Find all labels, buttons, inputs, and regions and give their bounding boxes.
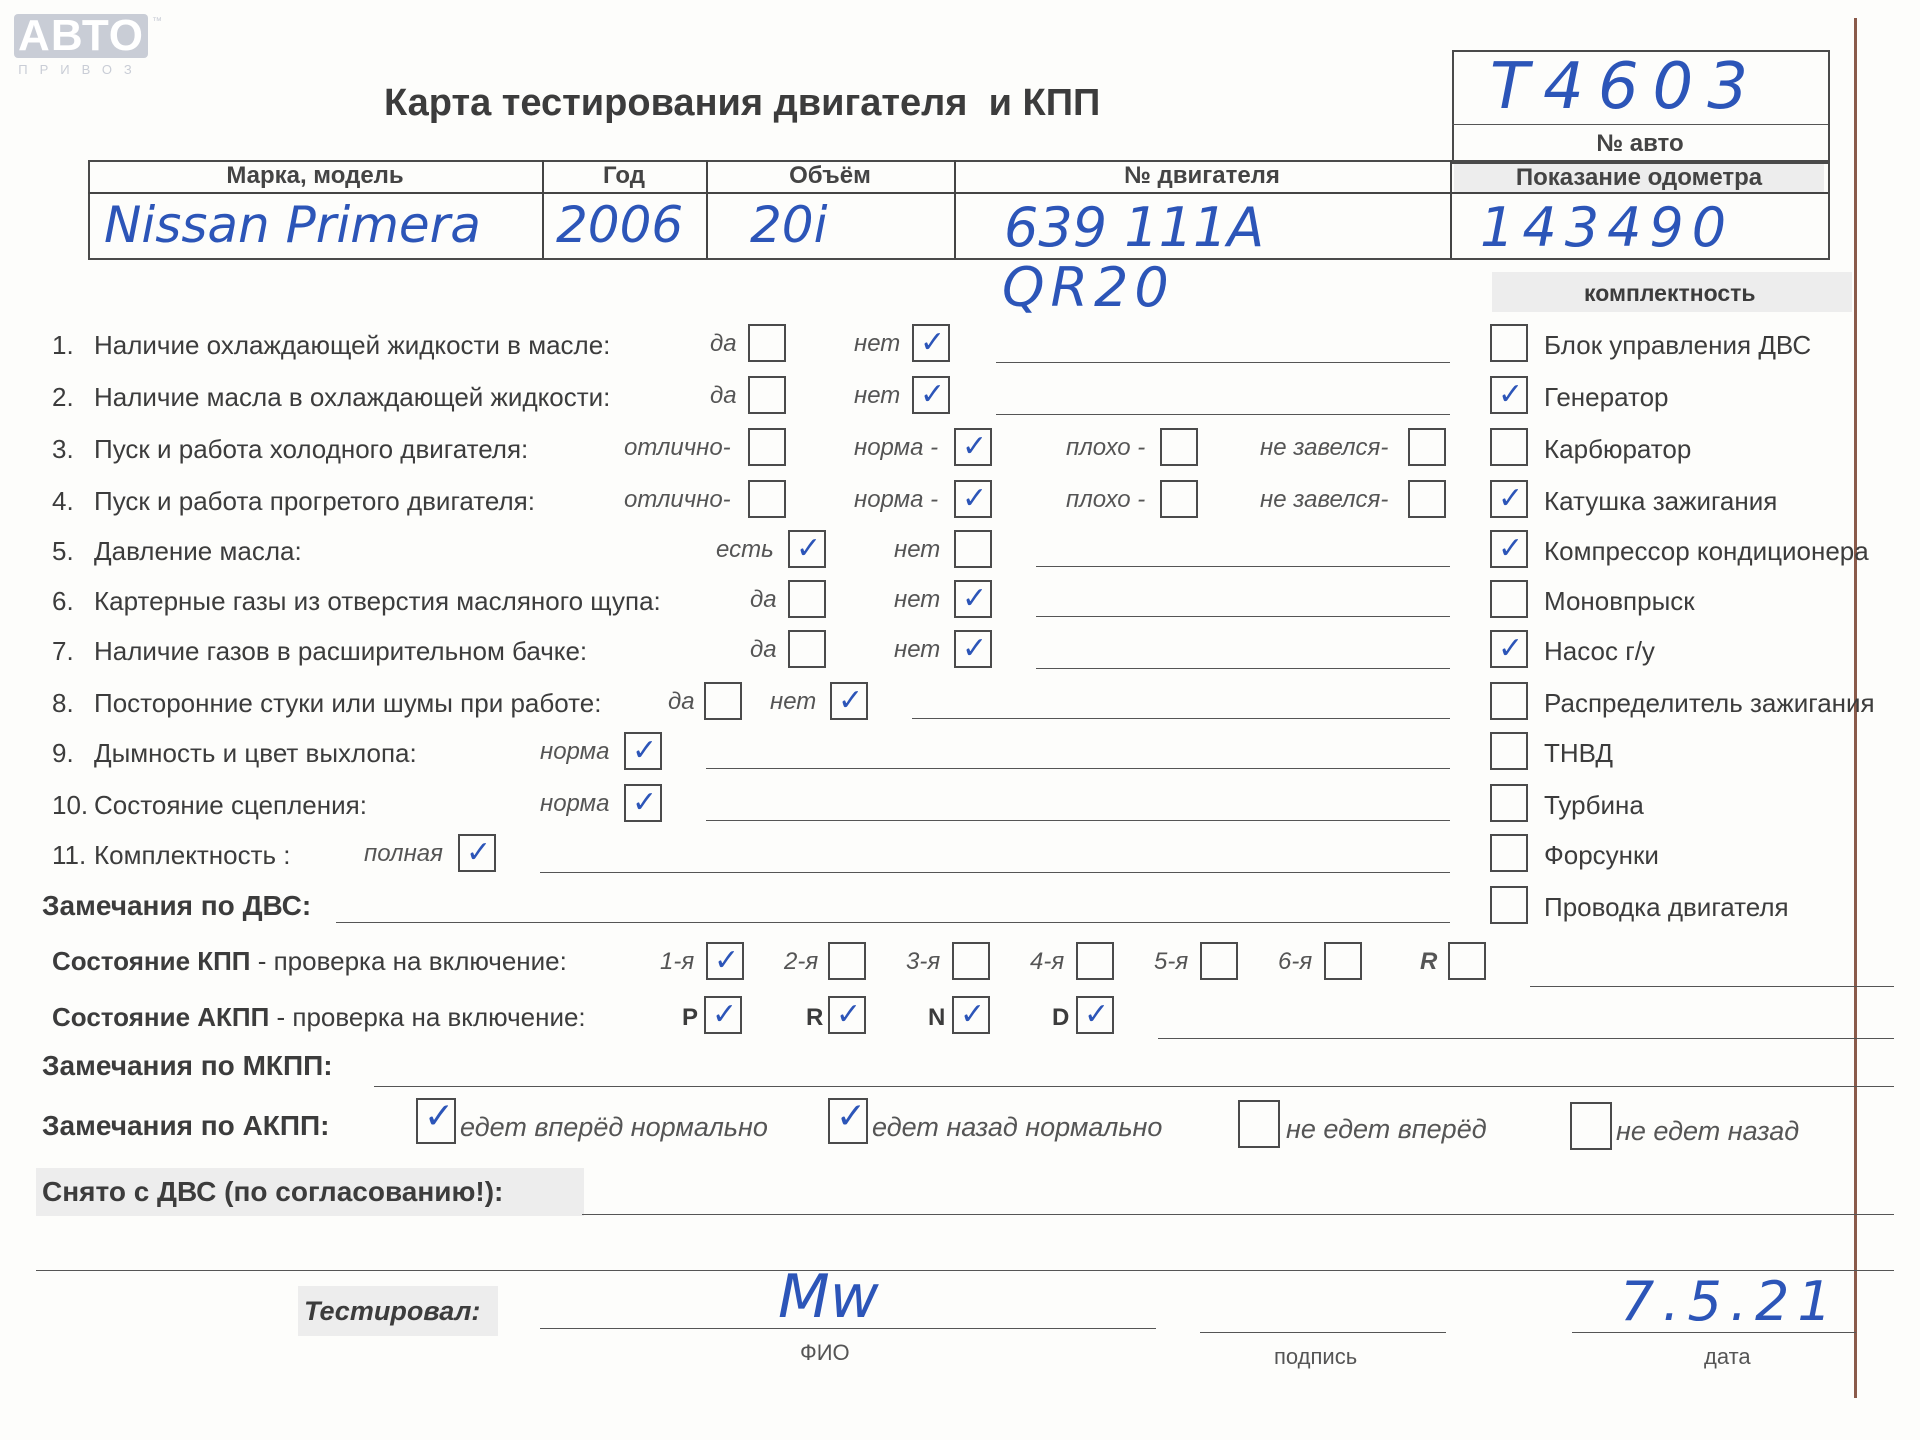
check-6-opt-yes: да [750, 586, 777, 613]
check-7-yes-checkbox[interactable] [788, 630, 826, 668]
check-11-text: Комплектность : [94, 840, 291, 870]
logo-trademark: ™ [152, 16, 162, 27]
gear-5-label: 5-я [1154, 948, 1189, 975]
check-3-bad-checkbox[interactable] [1160, 428, 1198, 466]
removed-line-2[interactable] [36, 1270, 1894, 1271]
check-3-opt-nostart: не завелся- [1260, 434, 1389, 461]
check-8-yes-checkbox[interactable] [704, 682, 742, 720]
kit-6-label: Моновпрыск [1544, 586, 1695, 616]
gear-r-checkbox[interactable] [1448, 942, 1486, 980]
kit-1-checkbox[interactable] [1490, 324, 1528, 362]
check-5-text: Давление масла: [94, 536, 302, 566]
kit-8-label: Распределитель зажигания [1544, 688, 1875, 718]
check-9-normal-checkbox[interactable] [624, 732, 662, 770]
kit-12-label: Проводка двигателя [1544, 892, 1789, 922]
auto-gearbox-title-rest: - проверка на включение: [269, 1002, 586, 1032]
remarks-auto-label: Замечания по АКПП: [42, 1110, 330, 1141]
kit-10-label: Турбина [1544, 790, 1644, 820]
odometer-value[interactable]: 143490 [1480, 196, 1735, 259]
gearbox-title [52, 946, 567, 977]
remarks-engine-line[interactable] [336, 922, 1450, 923]
kit-5-checkbox[interactable] [1490, 530, 1528, 568]
check-10-num: 10. [52, 790, 89, 820]
check-mark: ✓ [632, 733, 658, 768]
remarks-engine-label: Замечания по ДВС: [42, 890, 312, 921]
kit-5-label: Компрессор кондиционера [1544, 536, 1869, 566]
engine-code-value[interactable]: QR20 [1002, 256, 1175, 319]
check-10-normal-checkbox[interactable] [624, 784, 662, 822]
auto-gearbox-line [1158, 1038, 1894, 1039]
auto-forward-ok-checkbox[interactable] [416, 1098, 456, 1144]
check-6-text: Картерные газы из отверстия масляного щупа: [94, 586, 661, 616]
auto-no-backward-checkbox[interactable] [1570, 1102, 1612, 1150]
kit-4-label: Катушка зажигания [1544, 486, 1778, 516]
check-4-opt-bad: плохо - [1066, 486, 1146, 513]
check-9-line [706, 768, 1450, 769]
check-11-line [540, 872, 1450, 873]
page-title: Карта тестирования двигателя и КПП [384, 82, 1101, 124]
check-2-opt-no: нет [854, 382, 901, 409]
auto-gearbox-title-bold: Состояние АКПП [52, 1002, 270, 1032]
auto-no-forward-checkbox[interactable] [1238, 1100, 1280, 1148]
check-mark: ✓ [1498, 481, 1524, 516]
gearbox-title-bold: Состояние КПП [52, 946, 251, 976]
kit-title: комплектность [1584, 280, 1756, 306]
auto-no-forward-label: не едет вперёд [1286, 1114, 1487, 1144]
check-9-text: Дымность и цвет выхлопа: [94, 738, 417, 768]
check-8-opt-no: нет [770, 688, 817, 715]
check-1-yes-checkbox[interactable] [748, 324, 786, 362]
removed-label: Снято с ДВС (по согласованию!): [42, 1176, 504, 1207]
check-mark: ✓ [838, 683, 864, 718]
check-2-num: 2. [52, 382, 74, 412]
car-number-divider [1452, 124, 1828, 125]
check-6-line [1036, 616, 1450, 617]
gearbox-line [1530, 986, 1894, 987]
check-3-excellent-checkbox[interactable] [748, 428, 786, 466]
check-mark: ✓ [424, 1096, 455, 1137]
check-8-num: 8. [52, 688, 74, 718]
check-3-opt-normal: норма - [854, 434, 939, 461]
gear-4-label: 4-я [1030, 948, 1065, 975]
odometer-header: Показание одометра [1515, 164, 1763, 191]
kit-8-checkbox[interactable] [1490, 682, 1528, 720]
date-value[interactable]: 7.5.21 [1620, 1270, 1840, 1333]
check-7-text: Наличие газов в расширительном бачке: [94, 636, 588, 666]
check-5-opt-yes: есть [716, 536, 774, 563]
tested-label: Тестировал: [304, 1296, 481, 1326]
logo-sub: ПРИВОЗ [18, 62, 144, 77]
check-3-opt-bad: плохо - [1066, 434, 1146, 461]
fio-label: ФИО [800, 1340, 850, 1365]
check-3-opt-excellent: отлично- [624, 434, 731, 461]
auto-n-checkbox[interactable] [952, 996, 990, 1034]
gear-3-label: 3-я [906, 948, 941, 975]
check-8-text: Посторонние стуки или шумы при работе: [94, 688, 602, 718]
check-mark: ✓ [632, 785, 658, 820]
check-9-num: 9. [52, 738, 74, 768]
check-1-opt-yes: да [710, 330, 737, 357]
check-8-line [912, 718, 1450, 719]
header-table-divider [88, 192, 1828, 194]
auto-r-label: R [806, 1004, 824, 1031]
check-11-opt-full: полная [364, 840, 443, 867]
auto-backward-ok-checkbox[interactable] [828, 1098, 868, 1144]
engine-number-header: № двигателя [1124, 162, 1280, 189]
check-5-no-checkbox[interactable] [954, 530, 992, 568]
check-4-excellent-checkbox[interactable] [748, 480, 786, 518]
check-mark: ✓ [466, 835, 492, 870]
check-7-opt-yes: да [750, 636, 777, 663]
kit-1-label: Блок управления ДВС [1544, 330, 1812, 360]
check-mark: ✓ [920, 325, 946, 360]
kit-9-label: ТНВД [1544, 738, 1614, 768]
check-1-text: Наличие охлаждающей жидкости в масле: [94, 330, 611, 360]
check-4-nostart-checkbox[interactable] [1408, 480, 1446, 518]
check-8-opt-yes: да [668, 688, 695, 715]
auto-no-backward-label: не едет назад [1616, 1116, 1800, 1146]
kit-11-label: Форсунки [1544, 840, 1659, 870]
kit-2-checkbox[interactable] [1490, 376, 1528, 414]
auto-gearbox-title [52, 1002, 586, 1033]
check-mark: ✓ [962, 631, 988, 666]
check-mark: ✓ [1084, 997, 1110, 1032]
check-7-opt-no: нет [894, 636, 941, 663]
year-header: Год [603, 162, 645, 189]
check-mark: ✓ [1498, 631, 1524, 666]
volume-value[interactable]: 20i [750, 196, 828, 254]
check-mark: ✓ [712, 997, 738, 1032]
check-5-opt-no: нет [894, 536, 941, 563]
check-mark: ✓ [962, 581, 988, 616]
date-label: дата [1704, 1344, 1751, 1369]
check-7-num: 7. [52, 636, 74, 666]
check-mark: ✓ [962, 429, 988, 464]
gearbox-title-rest: - проверка на включение: [250, 946, 567, 976]
auto-p-checkbox[interactable] [704, 996, 742, 1034]
check-2-text: Наличие масла в охлаждающей жидкости: [94, 382, 611, 412]
check-5-num: 5. [52, 536, 74, 566]
check-2-line [996, 414, 1450, 415]
check-2-no-checkbox[interactable] [912, 376, 950, 414]
check-6-yes-checkbox[interactable] [788, 580, 826, 618]
check-4-opt-excellent: отлично- [624, 486, 731, 513]
gear-5-checkbox[interactable] [1200, 942, 1238, 980]
auto-forward-ok-label: едет вперёд нормально [460, 1112, 768, 1142]
check-5-yes-checkbox[interactable] [788, 530, 826, 568]
check-mark: ✓ [796, 531, 822, 566]
gear-2-checkbox[interactable] [828, 942, 866, 980]
check-4-opt-nostart: не завелся- [1260, 486, 1389, 513]
auto-p-label: P [682, 1004, 699, 1031]
gear-1-checkbox[interactable] [706, 942, 744, 980]
check-mark: ✓ [714, 943, 740, 978]
check-10-text: Состояние сцепления: [94, 790, 367, 820]
auto-d-checkbox[interactable] [1076, 996, 1114, 1034]
kit-7-label: Насос г/у [1544, 636, 1655, 666]
kit-3-checkbox[interactable] [1490, 428, 1528, 466]
signature-line[interactable] [1200, 1332, 1446, 1333]
check-1-opt-no: нет [854, 330, 901, 357]
check-7-line [1036, 668, 1450, 669]
check-3-num: 3. [52, 434, 74, 464]
kit-9-checkbox[interactable] [1490, 732, 1528, 770]
check-6-opt-no: нет [894, 586, 941, 613]
kit-11-checkbox[interactable] [1490, 834, 1528, 872]
check-1-num: 1. [52, 330, 74, 360]
check-6-no-checkbox[interactable] [954, 580, 992, 618]
check-10-line [706, 820, 1450, 821]
kit-6-checkbox[interactable] [1490, 580, 1528, 618]
auto-n-label: N [928, 1004, 946, 1031]
check-mark: ✓ [1498, 531, 1524, 566]
removed-line[interactable] [582, 1214, 1894, 1215]
check-8-no-checkbox[interactable] [830, 682, 868, 720]
year-value[interactable]: 2006 [556, 196, 684, 254]
check-3-nostart-checkbox[interactable] [1408, 428, 1446, 466]
check-1-no-checkbox[interactable] [912, 324, 950, 362]
check-1-line [996, 362, 1450, 363]
engine-number-value[interactable]: 639 111A [1004, 196, 1265, 259]
logo [14, 11, 162, 77]
check-mark: ✓ [836, 1096, 867, 1137]
fio-value[interactable]: Mw [778, 1262, 879, 1332]
kit-12-checkbox[interactable] [1490, 886, 1528, 924]
brand-value[interactable]: Nissan Primera [104, 196, 481, 254]
check-9-opt-normal: норма [540, 738, 610, 765]
kit-10-checkbox[interactable] [1490, 784, 1528, 822]
gear-r-label: R [1420, 948, 1438, 975]
check-5-line [1036, 566, 1450, 567]
auto-backward-ok-label: едет назад нормально [872, 1112, 1163, 1142]
kit-4-checkbox[interactable] [1490, 480, 1528, 518]
kit-2-label: Генератор [1544, 382, 1669, 412]
check-11-full-checkbox[interactable] [458, 834, 496, 872]
check-3-normal-checkbox[interactable] [954, 428, 992, 466]
signature-label: подпись [1274, 1344, 1358, 1369]
check-10-opt-normal: норма [540, 790, 610, 817]
check-mark: ✓ [836, 997, 862, 1032]
check-2-opt-yes: да [710, 382, 737, 409]
check-6-num: 6. [52, 586, 74, 616]
check-mark: ✓ [1498, 377, 1524, 412]
logo-main: АВТО [14, 14, 148, 58]
check-mark: ✓ [960, 997, 986, 1032]
gear-4-checkbox[interactable] [1076, 942, 1114, 980]
gear-6-checkbox[interactable] [1324, 942, 1362, 980]
brand-header: Марка, модель [226, 162, 404, 189]
remarks-manual-line[interactable] [374, 1086, 1894, 1087]
check-2-yes-checkbox[interactable] [748, 376, 786, 414]
check-mark: ✓ [962, 481, 988, 516]
gear-2-label: 2-я [784, 948, 819, 975]
check-11-num: 11. [52, 840, 87, 870]
auto-d-label: D [1052, 1004, 1070, 1031]
auto-r-checkbox[interactable] [828, 996, 866, 1034]
check-3-text: Пуск и работа холодного двигателя: [94, 434, 529, 464]
check-4-opt-normal: норма - [854, 486, 939, 513]
volume-header: Объём [789, 162, 871, 189]
gear-6-label: 6-я [1278, 948, 1313, 975]
check-4-normal-checkbox[interactable] [954, 480, 992, 518]
remarks-manual-label: Замечания по МКПП: [42, 1050, 333, 1081]
kit-7-checkbox[interactable] [1490, 630, 1528, 668]
check-4-text: Пуск и работа прогретого двигателя: [94, 486, 535, 516]
gear-3-checkbox[interactable] [952, 942, 990, 980]
car-number-label: № авто [1596, 130, 1684, 157]
check-4-bad-checkbox[interactable] [1160, 480, 1198, 518]
kit-3-label: Карбюратор [1544, 434, 1692, 464]
check-mark: ✓ [920, 377, 946, 412]
car-number-value[interactable]: T4603 [1490, 50, 1762, 124]
gear-1-label: 1-я [660, 948, 695, 975]
check-7-no-checkbox[interactable] [954, 630, 992, 668]
check-4-num: 4. [52, 486, 74, 516]
